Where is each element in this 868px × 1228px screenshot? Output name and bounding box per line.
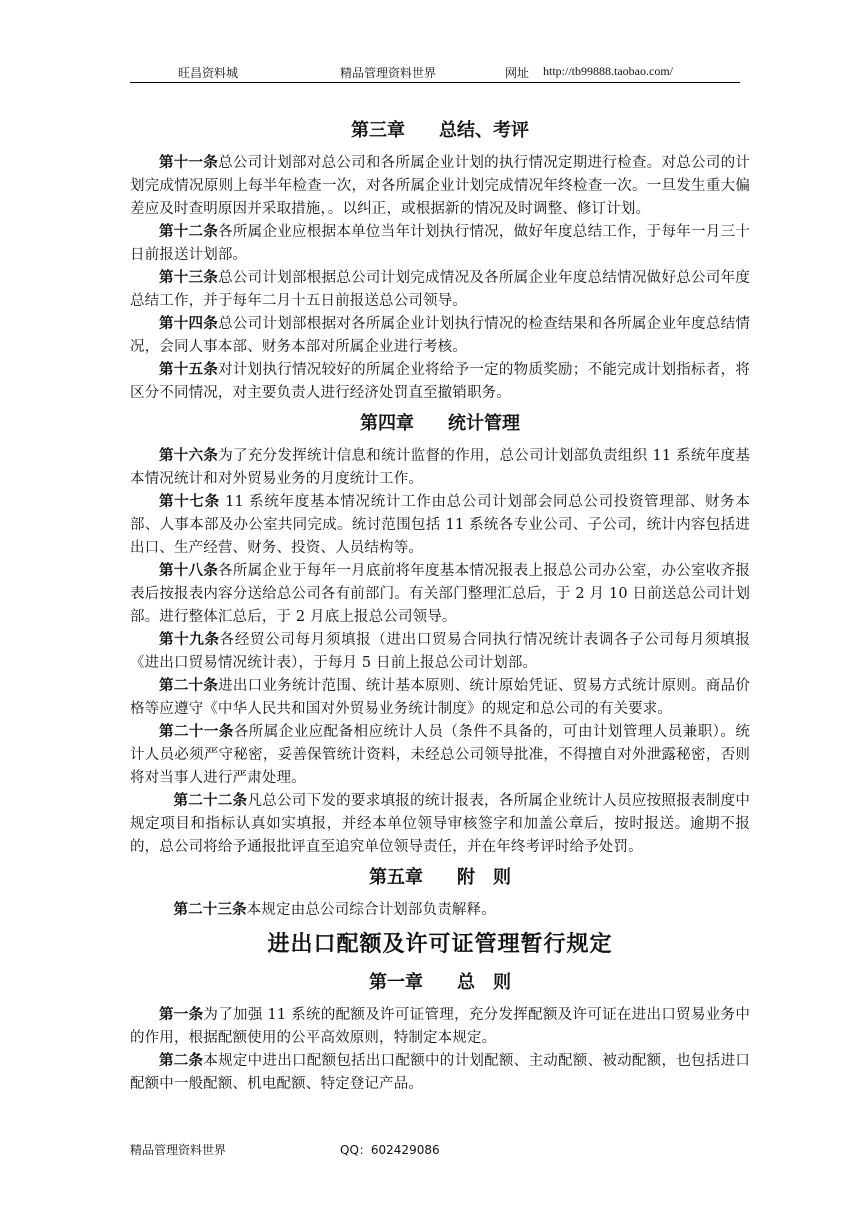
article (130, 790, 750, 859)
article-text: 11 系统年度基本情况统计工作由总公司计划部会同总公司投资管理部、财务本部、人事本部及办公室共同完成。统讨范围包括 11 系统各专业公司、子公司，统计内容包括进出口、生产经营、财务、投资、人员结构等。 (130, 494, 750, 556)
footer-site-name: 精品管理资料世界 (130, 1143, 227, 1157)
article-number: 第十八条 (159, 563, 219, 579)
article (130, 221, 750, 267)
article-number: 第二十一条 (159, 724, 234, 740)
article (130, 1050, 750, 1096)
article (130, 445, 750, 491)
article-number: 第十四条 (159, 316, 219, 332)
page-header (130, 62, 740, 83)
article-number: 第十九条 (159, 632, 220, 648)
article-text: 各经贸公司每月须填报（进出口贸易合同执行情况统计表调各子公司每月须填报《进出口贸易情况统计表），于每月 5 日前上报总公司计划部。 (130, 632, 750, 671)
article-number: 第二条 (159, 1053, 204, 1069)
article (130, 675, 750, 721)
document-body (130, 112, 750, 1096)
article (130, 721, 750, 790)
article-text: 对计划执行情况较好的所属企业将给予一定的物质奖励；不能完成计划指标者，将区分不同情况，对主要负责人进行经济处罚直至撤销职务。 (130, 362, 750, 401)
chapter-number: 第五章 (369, 867, 423, 888)
article-number: 第十七条 (159, 494, 220, 510)
article-number: 第十三条 (159, 270, 219, 286)
chapter-heading (130, 118, 750, 144)
article-text: 各所属企业应根据本单位当年计划执行情况，做好年度总结工作，于每年一月三十日前报送计划部。 (130, 224, 750, 263)
article-number: 第二十条 (159, 678, 219, 694)
chapter-title: 统计管理 (448, 413, 520, 434)
article-text: 各所属企业于每年一月底前将年度基本情况报表上报总公司办公室，办公室收齐报表后按报表内容分送给总公司各有前部门。有关部门整理汇总后，于 2 月 10 日前送总公司计划部。进行整体汇总后，于 2 月底上报总公司领导。 (130, 563, 750, 625)
article (130, 1004, 750, 1050)
article-number: 第十五条 (159, 362, 219, 378)
article-text: 凡总公司下发的要求填报的统计报表，各所属企业统计人员应按照报表制度中规定项目和指标认真如实填报，并经本单位领导审核签字和加盖公章后，按时报送。逾期不报的，总公司将给予通报批评直至追究单位领导责任，并在年终考评时给予处罚。 (130, 793, 750, 855)
article-number: 第十六条 (159, 448, 219, 464)
article-text: 为了充分发挥统计信息和统计监督的作用，总公司计划部负责组织 11 系统年度基本情况统计和对外贸易业务的月度统计工作。 (130, 448, 750, 487)
article (130, 152, 750, 221)
article-text: 各所属企业应配备相应统计人员（条件不具备的，可由计划管理人员兼职）。统计人员必须严守秘密，妥善保管统计资料，未经总公司领导批准，不得擅自对外泄露秘密，否则将对当事人进行严肃处理。 (130, 724, 751, 786)
chapter-number: 第三章 (351, 120, 405, 141)
article-number: 第十二条 (159, 224, 219, 240)
chapter-number: 第四章 (360, 413, 414, 434)
article (130, 313, 750, 359)
article-text: 本规定中进出口配额包括出口配额中的计划配额、主动配额、被动配额，也包括进口配额中一般配额、机电配额、特定登记产品。 (130, 1053, 751, 1092)
article-text: 总公司计划部根据总公司计划完成情况及各所属企业年度总结情况做好总公司年度总结工作，并于每年二月十五日前报送总公司领导。 (130, 270, 750, 309)
header-url-link[interactable]: http://tb99888.taobao.com/ (543, 64, 673, 78)
footer-qq: QQ：602429086 (340, 1143, 440, 1157)
article-text: 总公司计划部对总公司和各所属企业计划的执行情况定期进行检查。对总公司的计划完成情况原则上每半年检查一次，对各所属企业计划完成情况年终检查一次。一旦发生重大偏差应及时查明原因并采取措施，。以纠正，或根据新的情况及时调整、修订计划。 (130, 155, 750, 217)
header-slogan: 精品管理资料世界 (340, 66, 437, 80)
document-title: 进出口配额及许可证管理暂行规定 (267, 932, 613, 957)
article (130, 560, 750, 629)
chapter-title: 总结、考评 (439, 120, 529, 141)
article (130, 899, 750, 922)
article-text: 本规定由总公司综合计划部负责解释。 (246, 902, 496, 918)
article-number: 第一条 (159, 1007, 204, 1023)
article-text: 为了加强 11 系统的配额及许可证管理，充分发挥配额及许可证在进出口贸易业务中的作用，根据配额使用的公平高效原则，特制定本规定。 (130, 1007, 751, 1046)
article (130, 629, 750, 675)
page-footer (130, 1141, 440, 1158)
article (130, 491, 750, 560)
chapter-title: 总 则 (457, 972, 511, 993)
chapter-heading (130, 865, 750, 891)
chapter-number: 第一章 (369, 972, 423, 993)
article (130, 267, 750, 313)
article-text: 进出口业务统计范围、统计基本原则、统计原始凭证、贸易方式统计原则。商品价格等应遵守《中华人民共和国对外贸易业务统计制度》的规定和总公司的有关要求。 (130, 678, 750, 717)
article-text: 总公司计划部根据对各所属企业计划执行情况的检查结果和各所属企业年度总结情况，会同人事本部、财务本部对所属企业进行考核。 (130, 316, 750, 355)
article-number: 第二十三条 (173, 902, 247, 918)
header-url-label: 网址 (505, 66, 530, 80)
chapter-heading (130, 411, 750, 437)
chapter-title: 附 则 (457, 867, 511, 888)
article (130, 359, 750, 405)
chapter-heading (130, 970, 750, 996)
article-number: 第二十二条 (173, 793, 248, 809)
header-site-name: 旺昌资料城 (178, 66, 239, 80)
article-number: 第十一条 (159, 155, 219, 171)
